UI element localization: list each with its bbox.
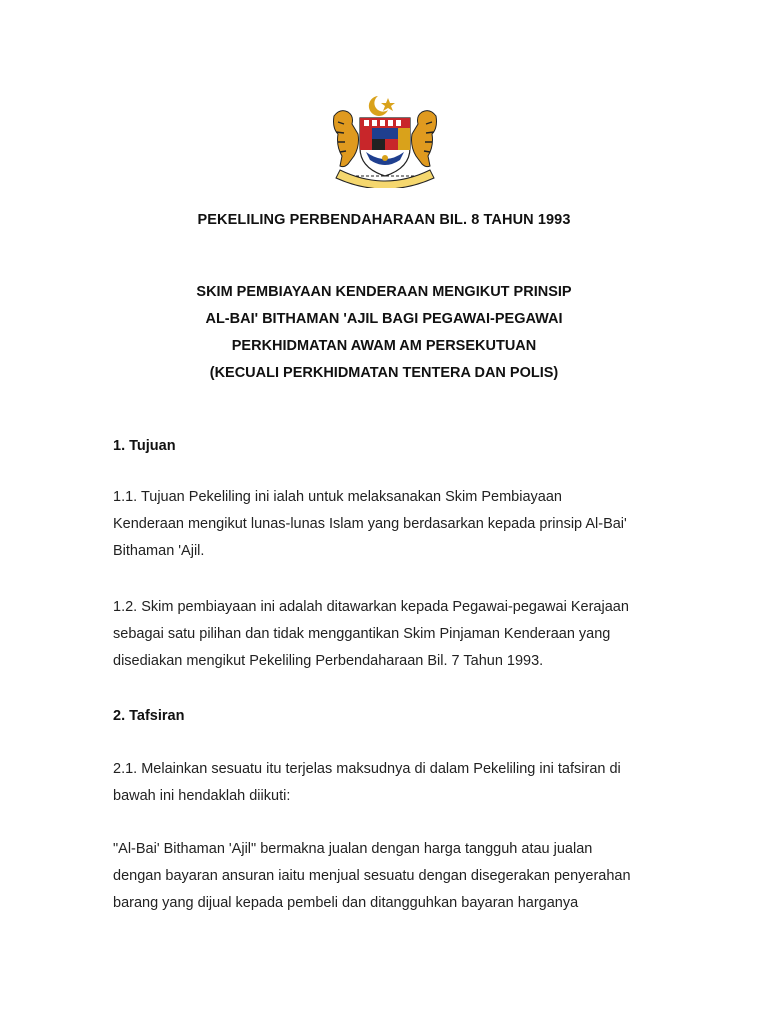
subject-line: (KECUALI PERKHIDMATAN TENTERA DAN POLIS) bbox=[209, 365, 559, 381]
paragraph-line: 1.2. Skim pembiayaan ini adalah ditawarkan kepada Pegawai-pegawai Kerajaan bbox=[113, 599, 629, 615]
paragraph-2-1 bbox=[113, 756, 673, 810]
section-heading-tafsiran: 2. Tafsiran bbox=[113, 708, 185, 724]
paragraph-1-2 bbox=[113, 594, 673, 675]
paragraph-line: Kenderaan mengikut lunas-lunas Islam yang berdasarkan kepada prinsip Al-Bai' bbox=[113, 516, 627, 532]
paragraph-line: Bithaman 'Ajil. bbox=[113, 543, 205, 559]
paragraph-line: 1.1. Tujuan Pekeliling ini ialah untuk melaksanakan Skim Pembiayaan bbox=[113, 489, 562, 505]
document-title: PEKELILING PERBENDAHARAAN BIL. 8 TAHUN 1993 bbox=[197, 212, 571, 228]
subject-line: SKIM PEMBIAYAAN KENDERAAN MENGIKUT PRINSIP bbox=[196, 284, 572, 300]
subject-line: AL-BAI' BITHAMAN 'AJIL BAGI PEGAWAI-PEGAWAI bbox=[205, 311, 563, 327]
subject-line: PERKHIDMATAN AWAM AM PERSEKUTUAN bbox=[231, 338, 537, 354]
paragraph-line: bawah ini hendaklah diikuti: bbox=[113, 788, 291, 804]
paragraph-line: sebagai satu pilihan dan tidak menggantikan Skim Pinjaman Kenderaan yang bbox=[113, 626, 611, 642]
paragraph-line: barang yang dijual kepada pembeli dan ditangguhkan bayaran harganya bbox=[113, 895, 579, 911]
paragraph-1-1 bbox=[113, 484, 673, 565]
section-heading-tujuan: 1. Tujuan bbox=[113, 438, 176, 454]
paragraph-line: 2.1. Melainkan sesuatu itu terjelas maksudnya di dalam Pekeliling ini tafsiran di bbox=[113, 761, 621, 777]
paragraph-definition bbox=[113, 836, 673, 917]
paragraph-line: "Al-Bai' Bithaman 'Ajil" bermakna jualan dengan harga tangguh atau jualan bbox=[113, 841, 593, 857]
paragraph-line: disediakan mengikut Pekeliling Perbendaharaan Bil. 7 Tahun 1993. bbox=[113, 653, 544, 669]
document-subject bbox=[0, 282, 768, 390]
coat-of-arms-icon bbox=[326, 92, 444, 188]
paragraph-line: dengan bayaran ansuran iaitu menjual sesuatu dengan disegerakan penyerahan bbox=[113, 868, 631, 884]
